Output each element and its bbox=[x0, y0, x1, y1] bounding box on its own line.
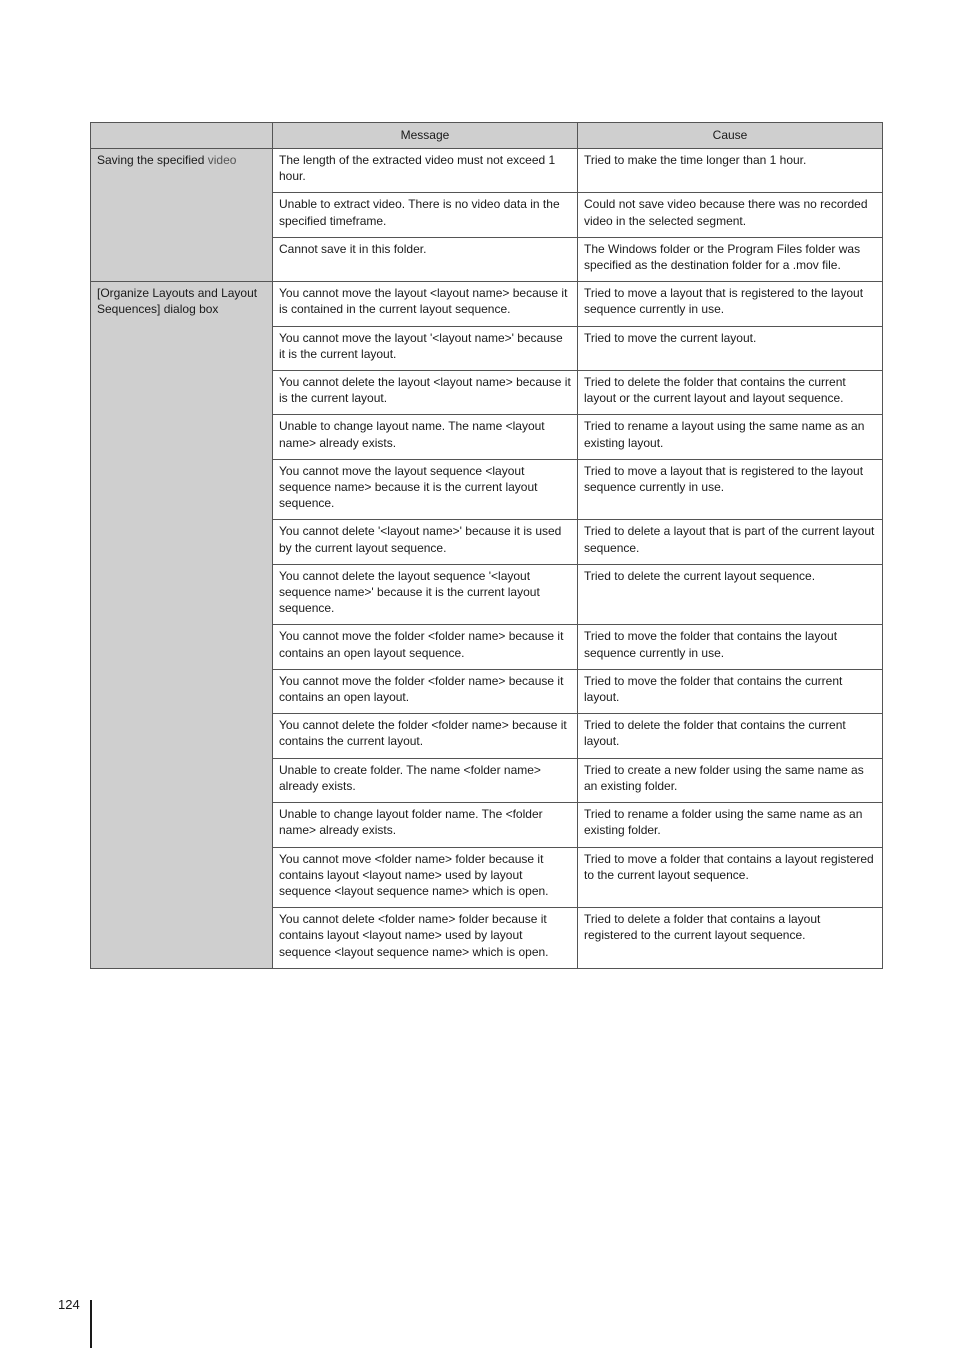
message-cell: You cannot delete the folder <folder name> because it contains the current layout. bbox=[273, 714, 578, 758]
message-cell: Unable to extract video. There is no video data in the specified timeframe. bbox=[273, 193, 578, 237]
table-header-row bbox=[91, 123, 883, 149]
cause-cell: The Windows folder or the Program Files folder was specified as the destination folder for a .mov file. bbox=[578, 237, 883, 281]
message-cell: You cannot delete <folder name> folder because it contains layout <layout name> used by layout sequence <layout sequence name> which is open. bbox=[273, 908, 578, 969]
cause-cell: Tried to delete a layout that is part of the current layout sequence. bbox=[578, 520, 883, 564]
section-name: Saving the specified bbox=[97, 153, 205, 167]
message-cell: The length of the extracted video must not exceed 1 hour. bbox=[273, 149, 578, 193]
page-number: 124 bbox=[58, 1297, 80, 1312]
header-message: Message bbox=[273, 123, 578, 149]
cause-cell: Tried to move the folder that contains the layout sequence currently in use. bbox=[578, 625, 883, 669]
cause-cell: Tried to delete the folder that contains the current layout. bbox=[578, 714, 883, 758]
section-name: [Organize Layouts and Layout Sequences] dialog box bbox=[97, 286, 258, 317]
section-label bbox=[91, 149, 273, 282]
section-label bbox=[91, 282, 273, 969]
cause-cell: Tried to move a layout that is registered to the layout sequence currently in use. bbox=[578, 282, 883, 326]
message-cell: You cannot move the layout <layout name> because it is contained in the current layout sequence. bbox=[273, 282, 578, 326]
table-row bbox=[91, 282, 883, 326]
message-table bbox=[90, 122, 883, 969]
message-cell: You cannot move the layout '<layout name>' because it is the current layout. bbox=[273, 326, 578, 370]
header-section bbox=[91, 123, 273, 149]
message-cell: You cannot move the folder <folder name> because it contains an open layout sequence. bbox=[273, 625, 578, 669]
message-cell: You cannot delete '<layout name>' because it is used by the current layout sequence. bbox=[273, 520, 578, 564]
message-cell: Unable to change layout folder name. The <folder name> already exists. bbox=[273, 803, 578, 847]
cause-cell: Tried to delete the folder that contains the current layout or the current layout and layout sequence. bbox=[578, 371, 883, 415]
message-cell: You cannot delete the layout <layout name> because it is the current layout. bbox=[273, 371, 578, 415]
message-cell: Unable to create folder. The name <folder name> already exists. bbox=[273, 758, 578, 802]
cause-cell: Tried to create a new folder using the same name as an existing folder. bbox=[578, 758, 883, 802]
cause-cell: Tried to rename a folder using the same name as an existing folder. bbox=[578, 803, 883, 847]
cause-cell: Tried to make the time longer than 1 hour. bbox=[578, 149, 883, 193]
table-body bbox=[91, 149, 883, 969]
message-cell: You cannot move the layout sequence <layout sequence name> because it is the current layout sequence. bbox=[273, 459, 578, 520]
header-cause: Cause bbox=[578, 123, 883, 149]
cause-cell: Tried to move a folder that contains a layout registered to the current layout sequence. bbox=[578, 847, 883, 908]
table-row bbox=[91, 149, 883, 193]
message-cell: Cannot save it in this folder. bbox=[273, 237, 578, 281]
message-cell: Unable to change layout name. The name <layout name> already exists. bbox=[273, 415, 578, 459]
section-name-suffix: video bbox=[207, 153, 237, 167]
cause-cell: Tried to rename a layout using the same name as an existing layout. bbox=[578, 415, 883, 459]
cause-cell: Could not save video because there was no recorded video in the selected segment. bbox=[578, 193, 883, 237]
cause-cell: Tried to delete the current layout sequence. bbox=[578, 564, 883, 625]
message-cell: You cannot move <folder name> folder because it contains layout <layout name> used by layout sequence <layout sequence name> which is open. bbox=[273, 847, 578, 908]
page-margin-rule bbox=[90, 1300, 92, 1348]
message-cell: You cannot move the folder <folder name> because it contains an open layout. bbox=[273, 669, 578, 713]
cause-cell: Tried to delete a folder that contains a layout registered to the current layout sequence. bbox=[578, 908, 883, 969]
message-cell: You cannot delete the layout sequence '<layout sequence name>' because it is the current layout sequence. bbox=[273, 564, 578, 625]
cause-cell: Tried to move the current layout. bbox=[578, 326, 883, 370]
cause-cell: Tried to move a layout that is registered to the layout sequence currently in use. bbox=[578, 459, 883, 520]
cause-cell: Tried to move the folder that contains the current layout. bbox=[578, 669, 883, 713]
